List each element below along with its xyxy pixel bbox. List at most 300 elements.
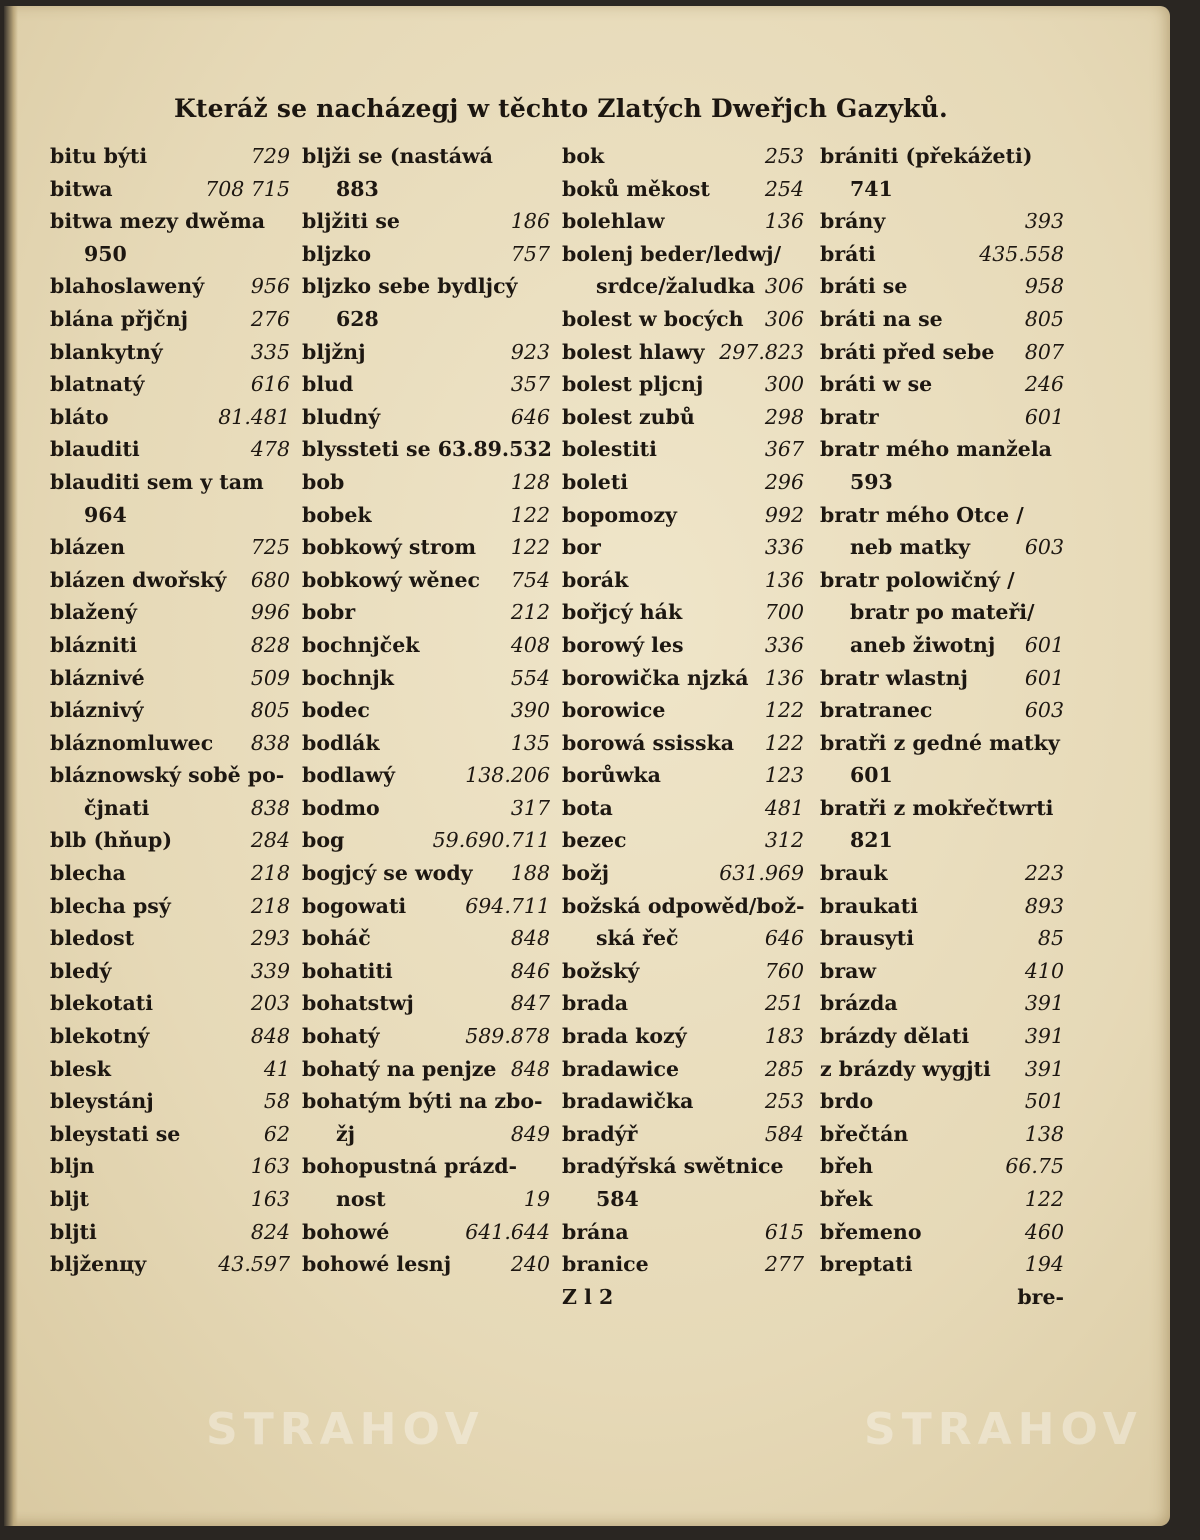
index-entry (820, 173, 1064, 206)
index-entry (302, 499, 550, 532)
index-entry (562, 205, 804, 238)
watermark-left: STRAHOV (206, 1404, 485, 1455)
index-entry (562, 662, 804, 695)
page-reference: 757 (510, 241, 550, 266)
page-reference: 694.711 (465, 893, 550, 918)
page-reference: 708 715 (205, 176, 290, 201)
index-entry (50, 303, 290, 336)
index-term: bezec (562, 828, 627, 853)
index-entry (302, 433, 550, 466)
page-reference: 312 (764, 828, 804, 853)
index-entry (50, 759, 290, 792)
index-entry (562, 270, 804, 303)
index-term: brány (820, 209, 886, 234)
index-term: bratr (820, 404, 879, 429)
page-reference: 138 (1024, 1121, 1064, 1146)
page-binding-edge (4, 6, 18, 1526)
index-term: bre- (1017, 1284, 1064, 1309)
page-reference: 846 (510, 958, 550, 983)
index-entry (820, 368, 1064, 401)
page-reference: 828 (250, 632, 290, 657)
page-reference: 805 (250, 698, 290, 723)
index-entry (50, 596, 290, 629)
page-reference: 410 (1024, 958, 1064, 983)
index-term: blažený (50, 600, 137, 625)
index-term: božj (562, 861, 610, 886)
index-entry (820, 1020, 1064, 1053)
index-entry (820, 336, 1064, 369)
index-entry (562, 238, 804, 271)
index-entry (50, 890, 290, 923)
index-term: boků měkost (562, 176, 710, 201)
index-entry (50, 336, 290, 369)
index-term: blauditi (50, 437, 140, 462)
index-entry (820, 238, 1064, 271)
index-term: 950 (84, 241, 127, 266)
page-reference: 725 (250, 535, 290, 560)
index-term: 601 (850, 763, 893, 788)
page-reference: 188 (510, 861, 550, 886)
index-entry (820, 270, 1064, 303)
index-entry (820, 857, 1064, 890)
index-entry (820, 1216, 1064, 1249)
page-reference: 123 (764, 763, 804, 788)
page-reference: 367 (764, 437, 804, 462)
index-entry (562, 466, 804, 499)
index-term: bleystánj (50, 1089, 154, 1114)
index-term: bledý (50, 958, 112, 983)
index-term: břemeno (820, 1219, 922, 1244)
page-reference: 848 (250, 1024, 290, 1049)
index-term: bota (562, 795, 613, 820)
index-entry (562, 173, 804, 206)
page-reference: 589.878 (465, 1024, 550, 1049)
page-reference: 253 (764, 144, 804, 168)
index-term: bljžiti se (302, 209, 400, 234)
index-term: blyssteti se 63.89.532 (302, 437, 552, 462)
index-entry (562, 955, 804, 988)
index-term: z brázdy wygjti (820, 1056, 991, 1081)
page-reference: 584 (764, 1121, 804, 1146)
index-term: srdce/žaludka (596, 274, 756, 299)
index-entry (820, 1053, 1064, 1086)
page-reference: 43.597 (218, 1252, 290, 1277)
page-reference: 136 (764, 665, 804, 690)
page-reference: 509 (250, 665, 290, 690)
index-term: bratr mého manžela (820, 437, 1052, 462)
page-reference: 554 (510, 665, 550, 690)
page-reference: 66.75 (1005, 1154, 1064, 1179)
index-entry (820, 433, 1064, 466)
index-entry (50, 1085, 290, 1118)
page-reference: 478 (250, 437, 290, 462)
index-term: 883 (336, 176, 379, 201)
page-reference: 251 (764, 991, 804, 1016)
index-entry (50, 1183, 290, 1216)
index-entry (302, 759, 550, 792)
index-entry (50, 433, 290, 466)
page-reference: 135 (510, 730, 550, 755)
page-reference: 992 (764, 502, 804, 527)
index-entry (50, 1053, 290, 1086)
page-reference: 296 (764, 469, 804, 494)
index-term: břeh (820, 1154, 874, 1179)
index-entry (820, 401, 1064, 434)
page-reference: 838 (250, 795, 290, 820)
index-entry (50, 922, 290, 955)
index-entry (562, 401, 804, 434)
index-entry (562, 336, 804, 369)
index-term: bratr po mateři/ (850, 600, 1035, 625)
page-reference: 128 (510, 469, 550, 494)
page-reference: 603 (1024, 535, 1064, 560)
index-term: boháč (302, 926, 371, 951)
index-entry (820, 596, 1064, 629)
index-column-3 (562, 140, 804, 1313)
index-term: 593 (850, 469, 893, 494)
index-entry (50, 173, 290, 206)
page-reference: 408 (510, 632, 550, 657)
index-term: bradawice (562, 1056, 679, 1081)
page-reference: 138.206 (465, 763, 550, 788)
index-entry (302, 303, 550, 336)
index-term: blesk (50, 1056, 111, 1081)
index-term: bráti se (820, 274, 908, 299)
index-column-2 (302, 140, 550, 1281)
index-entry (50, 531, 290, 564)
index-entry (820, 1118, 1064, 1151)
index-entry (50, 401, 290, 434)
index-entry (302, 890, 550, 923)
index-entry (820, 987, 1064, 1020)
index-term: boleti (562, 469, 629, 494)
index-entry (302, 727, 550, 760)
page-reference: 646 (510, 404, 550, 429)
index-entry (820, 694, 1064, 727)
page-reference: 754 (510, 567, 550, 592)
index-term: braukati (820, 893, 919, 918)
page-reference: 218 (250, 893, 290, 918)
index-entry (820, 759, 1064, 792)
page-reference: 680 (250, 567, 290, 592)
page-reference: 194 (1024, 1252, 1064, 1277)
page-reference: 122 (764, 698, 804, 723)
page-reference: 335 (250, 339, 290, 364)
index-term: bok (562, 144, 605, 168)
index-term: bolest pljcnj (562, 372, 704, 397)
index-term: 584 (596, 1187, 639, 1211)
index-entry (562, 303, 804, 336)
index-term: brána (562, 1219, 629, 1244)
index-entry (820, 499, 1064, 532)
index-entry (302, 824, 550, 857)
page-reference: 85 (1037, 926, 1064, 951)
index-entry (562, 857, 804, 890)
index-term: branice (562, 1252, 649, 1277)
index-entry (302, 564, 550, 597)
index-entry (562, 1118, 804, 1151)
page-reference: 646 (764, 926, 804, 951)
index-entry (820, 662, 1064, 695)
index-term: žj (336, 1121, 356, 1146)
index-column-4 (820, 140, 1064, 1313)
index-term: blauditi sem y tam (50, 469, 264, 494)
index-term: bljn (50, 1154, 95, 1179)
index-entry (50, 238, 290, 271)
index-term: bljži se (nastáwá (302, 144, 493, 168)
index-entry (302, 238, 550, 271)
page-reference: 641.644 (465, 1219, 550, 1244)
page-reference: 958 (1024, 274, 1064, 299)
index-term: brauk (820, 861, 888, 886)
index-term: bohatstwj (302, 991, 414, 1016)
index-entry (302, 857, 550, 890)
index-term: brausyti (820, 926, 915, 951)
page-reference: 163 (250, 1187, 290, 1211)
index-term: bljženцy (50, 1252, 147, 1277)
index-term: blázen dwořský (50, 567, 227, 592)
index-entry (562, 140, 804, 173)
index-term: brázdy dělati (820, 1024, 970, 1049)
index-term: bohatý (302, 1024, 380, 1049)
page-reference: 824 (250, 1219, 290, 1244)
index-entry (50, 857, 290, 890)
index-entry (302, 792, 550, 825)
index-entry (820, 303, 1064, 336)
index-entry (302, 1183, 550, 1216)
index-entry (50, 499, 290, 532)
index-term: bodmo (302, 795, 380, 820)
index-term: bolest w bocých (562, 306, 744, 331)
index-entry (562, 987, 804, 1020)
index-term: bratr polowičný / (820, 567, 1015, 592)
page-reference: 336 (764, 632, 804, 657)
index-entry (302, 955, 550, 988)
index-entry (302, 987, 550, 1020)
index-term: bradawička (562, 1089, 694, 1114)
index-entry (562, 694, 804, 727)
index-entry (50, 1216, 290, 1249)
index-entry (562, 792, 804, 825)
index-entry (302, 401, 550, 434)
index-term: borák (562, 567, 629, 592)
page-reference: 246 (1024, 372, 1064, 397)
index-term: bor (562, 535, 601, 560)
index-term: bogowati (302, 893, 407, 918)
index-term: břečtán (820, 1121, 909, 1146)
page-signature (562, 1281, 804, 1314)
index-entry (302, 1053, 550, 1086)
index-entry (562, 759, 804, 792)
index-term: bohowé (302, 1219, 390, 1244)
page-reference: 391 (1024, 991, 1064, 1016)
page-reference: 277 (764, 1252, 804, 1277)
index-term: bogjcý se wody (302, 861, 473, 886)
page-reference: 601 (1024, 404, 1064, 429)
index-term: bodlawý (302, 763, 395, 788)
index-term: bolest zubů (562, 404, 695, 429)
page-reference: 391 (1024, 1056, 1064, 1081)
index-term: bodec (302, 698, 370, 723)
index-entry (562, 1085, 804, 1118)
index-term: bratranec (820, 698, 933, 723)
index-entry (562, 433, 804, 466)
index-entry (50, 1248, 290, 1281)
index-entry (50, 140, 290, 173)
index-term: bolehlaw (562, 209, 665, 234)
page-signature-text: Z l 2 (562, 1284, 614, 1309)
index-term: bratr wlastnj (820, 665, 968, 690)
index-entry (562, 1183, 804, 1216)
page-reference: 306 (764, 274, 804, 299)
page-reference: 807 (1024, 339, 1064, 364)
index-entry (302, 1085, 550, 1118)
index-entry (50, 466, 290, 499)
index-term: břek (820, 1187, 873, 1211)
page-reference: 41 (263, 1056, 290, 1081)
page-reference: 298 (764, 404, 804, 429)
index-term: bráti před sebe (820, 339, 995, 364)
index-term: bledost (50, 926, 135, 951)
index-entry (302, 629, 550, 662)
page-reference: 163 (250, 1154, 290, 1179)
index-term: 821 (850, 828, 893, 853)
index-entry (302, 173, 550, 206)
index-term: bohatiti (302, 958, 393, 983)
index-entry (820, 890, 1064, 923)
index-entry (820, 564, 1064, 597)
index-term: bobkowý wěnec (302, 567, 481, 592)
page-reference: 435.558 (979, 241, 1064, 266)
index-entry (302, 1118, 550, 1151)
page-reference: 357 (510, 372, 550, 397)
index-entry (820, 1085, 1064, 1118)
page-reference: 501 (1024, 1089, 1064, 1114)
index-term: braw (820, 958, 877, 983)
index-entry (50, 792, 290, 825)
index-term: borowička njzká (562, 665, 749, 690)
index-term: borůwka (562, 763, 661, 788)
index-term: bitu býti (50, 144, 148, 168)
index-term: ská řeč (596, 926, 679, 951)
index-term: 964 (84, 502, 127, 527)
index-entry (302, 694, 550, 727)
index-entry (302, 205, 550, 238)
index-term: bolest hlawy (562, 339, 705, 364)
page-reference: 59.690.711 (432, 828, 550, 853)
index-entry (302, 1248, 550, 1281)
page-reference: 223 (1024, 861, 1064, 886)
index-term: bodlák (302, 730, 380, 755)
page-reference: 306 (764, 306, 804, 331)
index-term: bitwa (50, 176, 113, 201)
index-entry (562, 531, 804, 564)
page-reference: 603 (1024, 698, 1064, 723)
index-term: bohopustná prázd- (302, 1154, 518, 1179)
page-reference: 460 (1024, 1219, 1064, 1244)
index-entry (302, 270, 550, 303)
page-reference: 848 (510, 926, 550, 951)
index-term: bljti (50, 1219, 97, 1244)
index-entry (820, 531, 1064, 564)
index-term: bolestiti (562, 437, 657, 462)
index-entry (820, 140, 1064, 173)
index-entry (50, 1118, 290, 1151)
page-reference: 136 (764, 209, 804, 234)
page-reference: 300 (764, 372, 804, 397)
page-reference: 186 (510, 209, 550, 234)
page-reference: 19 (523, 1187, 550, 1211)
index-term: borowý les (562, 632, 684, 657)
index-term: brada (562, 991, 629, 1016)
index-entry (50, 629, 290, 662)
index-term: 628 (336, 306, 379, 331)
page-reference: 122 (510, 502, 550, 527)
page-reference: 729 (250, 144, 290, 168)
index-entry (50, 987, 290, 1020)
index-entry (50, 205, 290, 238)
page-reference: 62 (263, 1121, 290, 1146)
page-reference: 253 (764, 1089, 804, 1114)
page-reference: 956 (250, 274, 290, 299)
page-reference: 297.823 (719, 339, 804, 364)
page-reference: 391 (1024, 1024, 1064, 1049)
index-term: bljzko sebe bydljcý (302, 274, 518, 299)
index-term: blatnatý (50, 372, 145, 397)
index-entry (562, 596, 804, 629)
index-term: bludný (302, 404, 381, 429)
index-term: bláznivé (50, 665, 145, 690)
index-entry (562, 727, 804, 760)
index-term: neb matky (850, 535, 970, 560)
index-term: bohatým býti na zbo- (302, 1089, 543, 1114)
page-reference: 848 (510, 1056, 550, 1081)
page-reference: 631.969 (719, 861, 804, 886)
index-entry (50, 662, 290, 695)
index-entry (562, 629, 804, 662)
page-reference: 616 (250, 372, 290, 397)
index-term: bolenj beder/ledwj/ (562, 241, 782, 266)
index-term: bořjcý hák (562, 600, 683, 625)
index-entry (50, 270, 290, 303)
page-reference: 700 (764, 600, 804, 625)
page-reference: 58 (263, 1089, 290, 1114)
index-entry (820, 955, 1064, 988)
index-entry (50, 1020, 290, 1053)
index-entry (302, 1150, 550, 1183)
index-term: božský (562, 958, 640, 983)
index-term: bráti na se (820, 306, 943, 331)
index-entry (50, 694, 290, 727)
page-reference: 336 (764, 535, 804, 560)
book-page (4, 6, 1170, 1526)
index-entry (562, 890, 804, 923)
page-header: Kteráž se nacházegj w těchto Zlatých Dweřjch Gazyků. (174, 94, 948, 123)
page-reference: 136 (764, 567, 804, 592)
index-term: čjnati (84, 795, 150, 820)
index-entry (820, 629, 1064, 662)
index-term: bohatý na penjze (302, 1056, 497, 1081)
page-reference: 122 (510, 535, 550, 560)
index-term: borowice (562, 698, 666, 723)
index-term: blázniti (50, 632, 137, 657)
index-entry (562, 499, 804, 532)
index-entry (302, 531, 550, 564)
index-entry (302, 336, 550, 369)
index-term: blecha (50, 861, 126, 886)
index-entry (302, 922, 550, 955)
index-term: bljt (50, 1187, 90, 1211)
